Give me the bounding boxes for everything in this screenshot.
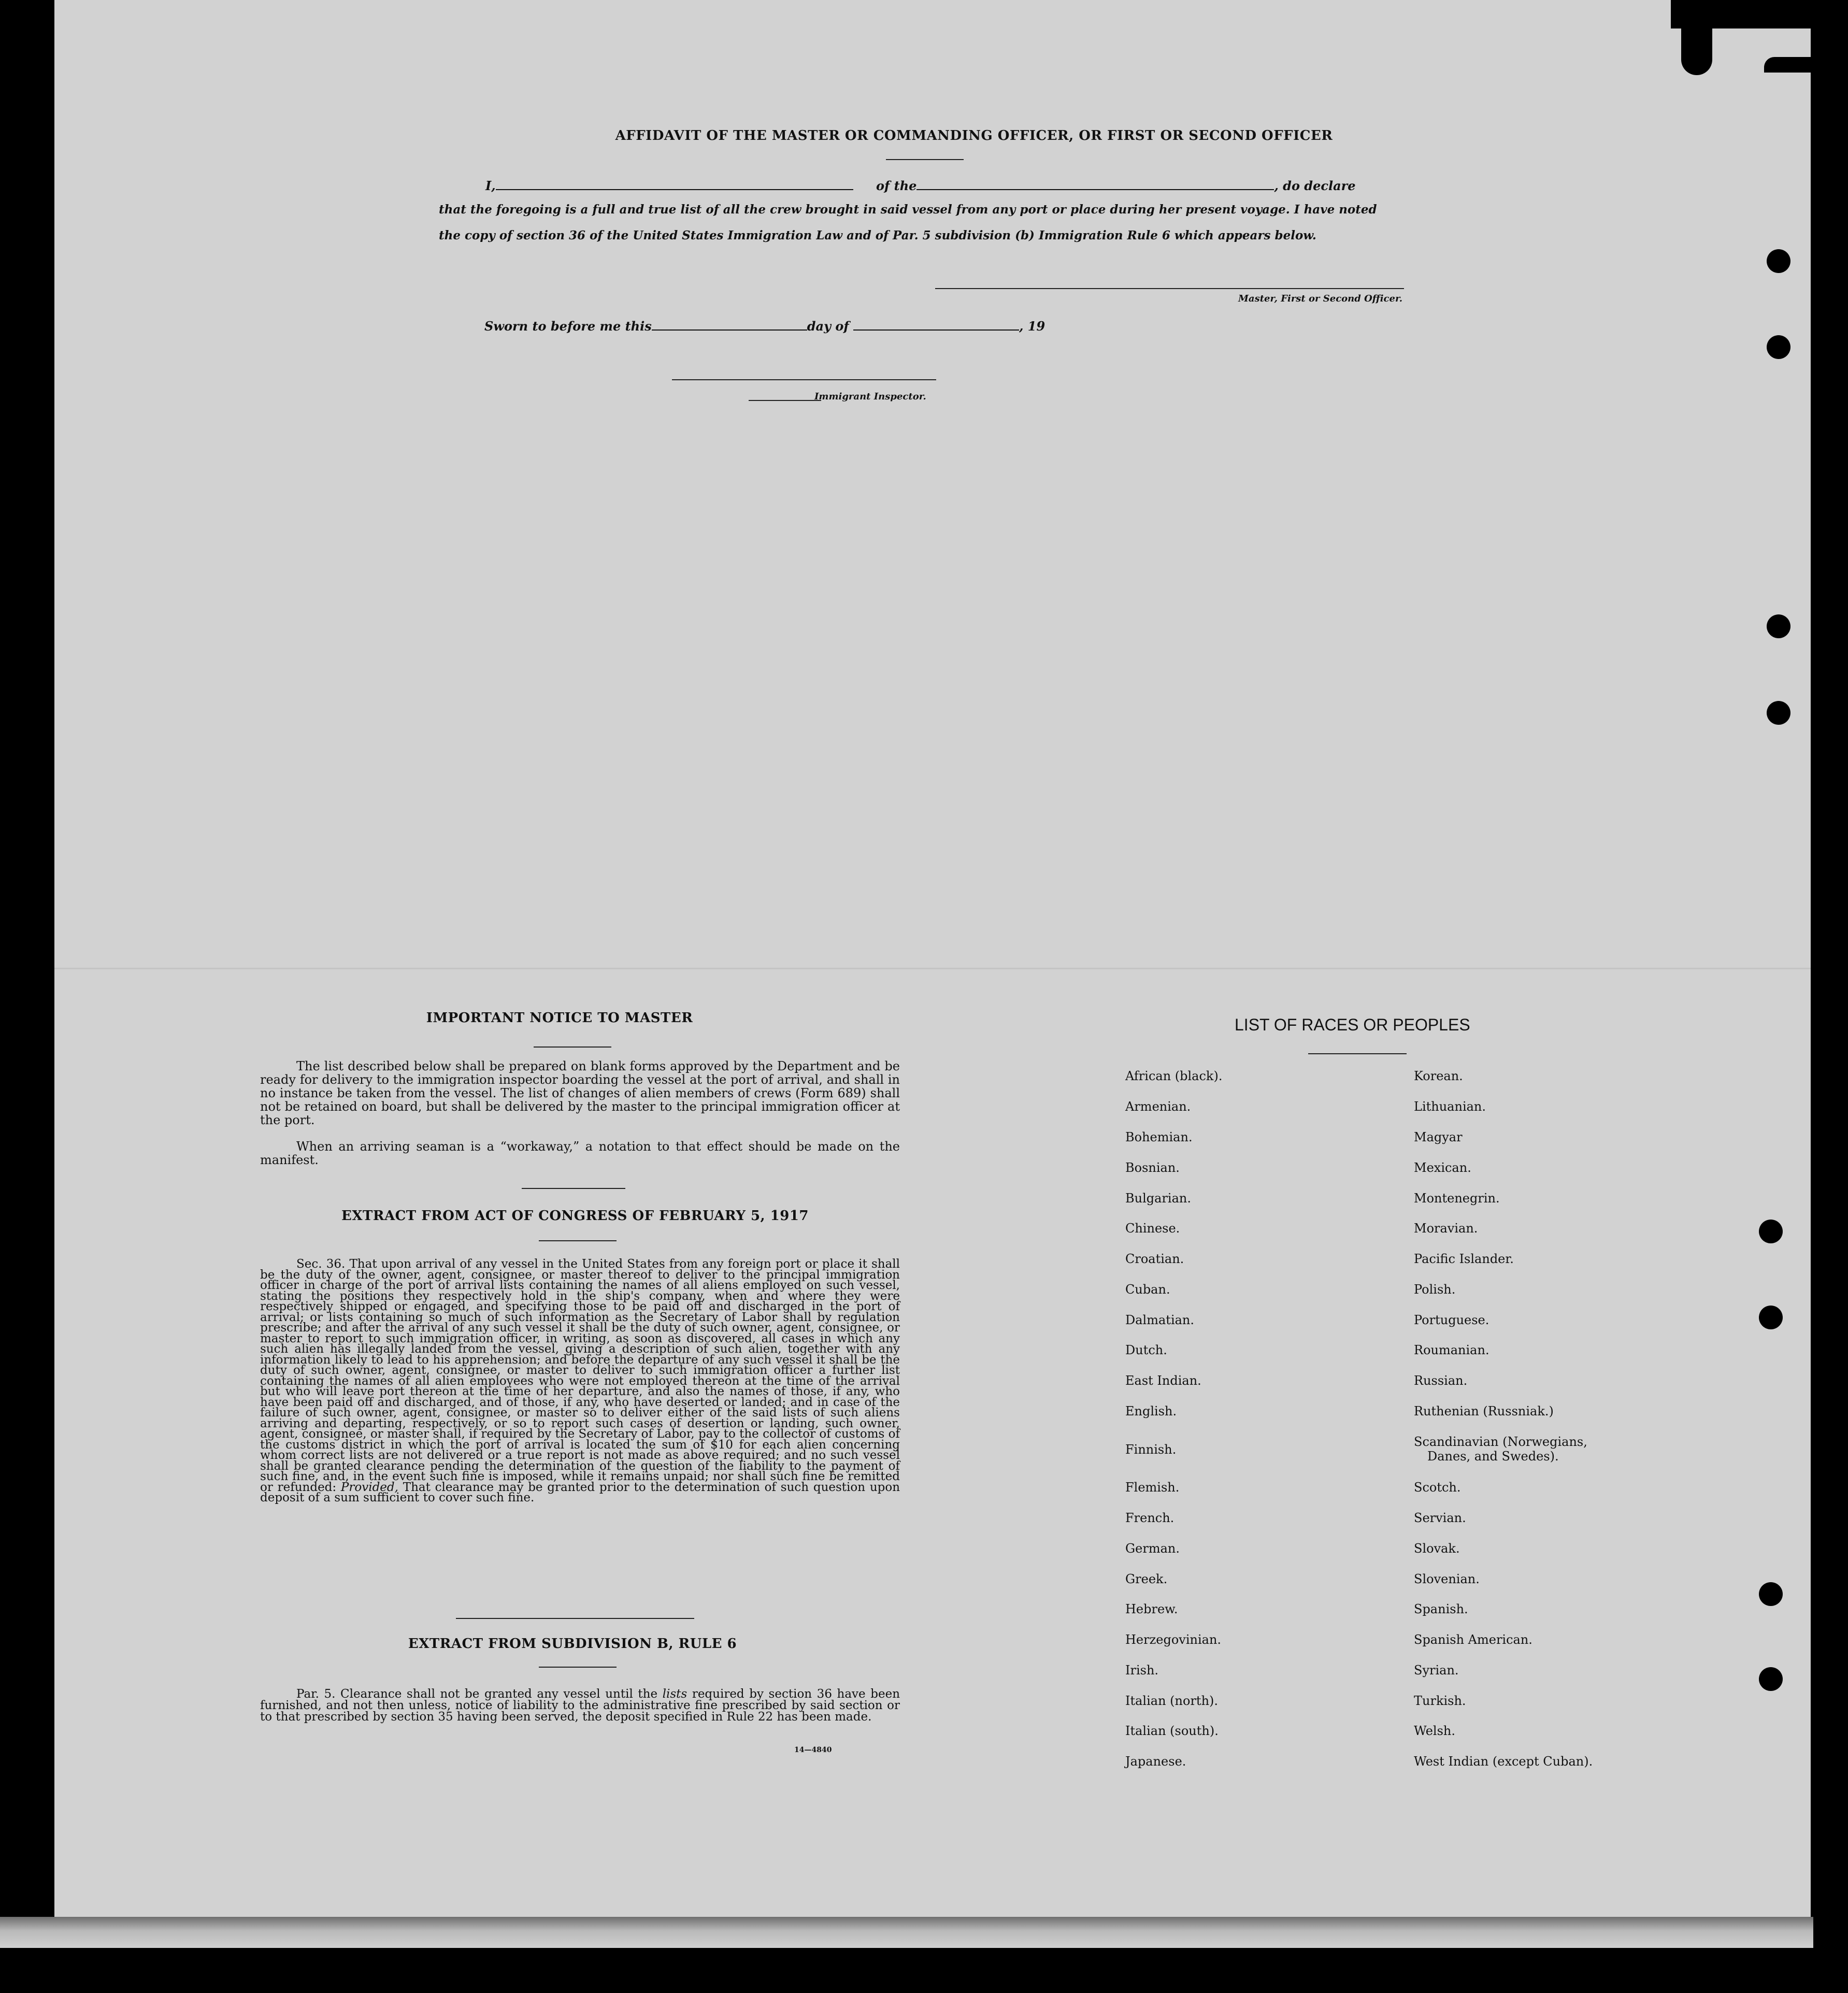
declarant-line bbox=[485, 178, 1356, 193]
punch-hole bbox=[1767, 335, 1790, 359]
race-item: German. bbox=[1125, 1541, 1180, 1556]
inspector-signature-line[interactable] bbox=[672, 379, 936, 380]
name-blank[interactable] bbox=[496, 189, 853, 190]
divider bbox=[539, 1240, 617, 1241]
inspector-lead-line bbox=[749, 400, 821, 401]
rule-extract-title: EXTRACT FROM SUBDIVISION B, RULE 6 bbox=[408, 1636, 737, 1652]
divider bbox=[456, 1618, 694, 1619]
race-item: Portuguese. bbox=[1414, 1313, 1489, 1327]
race-item: Bosnian. bbox=[1125, 1160, 1180, 1175]
punch-hole bbox=[1759, 1667, 1783, 1691]
race-item: Hebrew. bbox=[1125, 1602, 1178, 1616]
race-item: Syrian. bbox=[1414, 1663, 1459, 1677]
punch-hole bbox=[1767, 249, 1790, 273]
i-label: I, bbox=[485, 178, 496, 193]
race-item: Finnish. bbox=[1125, 1442, 1177, 1457]
day-of-label: day of bbox=[807, 319, 849, 334]
race-item: Dutch. bbox=[1125, 1343, 1167, 1357]
divider bbox=[1308, 1053, 1407, 1054]
signature-line[interactable] bbox=[935, 288, 1404, 289]
race-item: Spanish. bbox=[1414, 1602, 1468, 1616]
sworn-line bbox=[484, 319, 1045, 334]
race-item: Bohemian. bbox=[1125, 1130, 1193, 1144]
race-item: Magyar bbox=[1414, 1130, 1463, 1144]
punch-hole bbox=[1767, 614, 1790, 638]
race-item: Servian. bbox=[1414, 1511, 1466, 1525]
torn-corner-fragment bbox=[1681, 28, 1712, 75]
punch-hole bbox=[1759, 1220, 1783, 1243]
race-item: Welsh. bbox=[1414, 1724, 1455, 1738]
sec-label: Sec. 36. bbox=[296, 1257, 346, 1271]
year-label: , 19 bbox=[1019, 319, 1045, 334]
divider bbox=[539, 1667, 617, 1668]
month-blank[interactable] bbox=[853, 329, 1019, 331]
day-blank[interactable] bbox=[652, 329, 807, 331]
race-item: Cuban. bbox=[1125, 1282, 1170, 1297]
notice-para2: When an arriving seaman is a “workaway,” a notation to that effect should be made on the manifest. bbox=[260, 1139, 900, 1167]
race-item: Bulgarian. bbox=[1125, 1191, 1191, 1206]
notice-title: IMPORTANT NOTICE TO MASTER bbox=[426, 1010, 693, 1026]
punch-hole bbox=[1759, 1582, 1783, 1606]
race-item: Montenegrin. bbox=[1414, 1191, 1500, 1206]
race-item: Greek. bbox=[1125, 1572, 1168, 1586]
race-item: Flemish. bbox=[1125, 1480, 1180, 1495]
races-list-title: LIST OF RACES OR PEOPLES bbox=[1235, 1015, 1470, 1034]
race-item: Dalmatian. bbox=[1125, 1313, 1195, 1327]
affidavit-body-line1: that the foregoing is a full and true list of all the crew brought in said vessel from any port or place during her present voyage. I have noted bbox=[439, 203, 1377, 217]
form-number: 14—4840 bbox=[794, 1746, 832, 1754]
race-item: Croatian. bbox=[1125, 1252, 1184, 1266]
rule-text-start: Par. 5. Clearance shall not be granted any vessel until the bbox=[296, 1687, 658, 1701]
document-page bbox=[54, 0, 1811, 1917]
rule-extract-text bbox=[260, 1688, 900, 1723]
scan-edge-strip bbox=[0, 1917, 1813, 1948]
punch-hole bbox=[1767, 701, 1790, 725]
race-item-continuation: Danes, and Swedes). bbox=[1427, 1449, 1559, 1464]
do-declare-label: , do declare bbox=[1274, 178, 1356, 193]
act-extract-text bbox=[260, 1259, 900, 1503]
race-item: Moravian. bbox=[1414, 1221, 1478, 1236]
race-item: Pacific Islander. bbox=[1414, 1252, 1514, 1266]
race-item: Turkish. bbox=[1414, 1694, 1466, 1708]
race-item: Herzegovinian. bbox=[1125, 1632, 1222, 1647]
fold-line bbox=[54, 968, 1811, 969]
torn-corner-tail bbox=[1764, 57, 1811, 73]
act-extract-title: EXTRACT FROM ACT OF CONGRESS OF FEBRUARY 5, 1917 bbox=[341, 1208, 809, 1224]
race-item: Mexican. bbox=[1414, 1160, 1471, 1175]
race-item: West Indian (except Cuban). bbox=[1414, 1754, 1593, 1769]
race-item: Russian. bbox=[1414, 1373, 1468, 1388]
affidavit-title: AFFIDAVIT OF THE MASTER OR COMMANDING OFFICER, OR FIRST OR SECOND OFFICER bbox=[615, 128, 1333, 144]
race-item: English. bbox=[1125, 1404, 1177, 1418]
race-item: Lithuanian. bbox=[1414, 1099, 1486, 1114]
race-item: Italian (south). bbox=[1125, 1724, 1219, 1738]
sworn-label: Sworn to before me this bbox=[484, 319, 652, 334]
race-item: French. bbox=[1125, 1511, 1174, 1525]
signature-label: Master, First or Second Officer. bbox=[1238, 293, 1403, 304]
vessel-blank[interactable] bbox=[916, 189, 1274, 190]
race-item: Scandinavian (Norwegians, bbox=[1414, 1435, 1587, 1449]
provided-label: Provided, bbox=[340, 1480, 398, 1494]
race-item: Slovak. bbox=[1414, 1541, 1460, 1556]
race-item: Korean. bbox=[1414, 1069, 1463, 1083]
race-item: Polish. bbox=[1414, 1282, 1456, 1297]
affidavit-body-line2: the copy of section 36 of the United States Immigration Law and of Par. 5 subdivision (b) Immigration Rule 6 which appears below. bbox=[439, 228, 1316, 242]
race-item: Italian (north). bbox=[1125, 1694, 1219, 1708]
race-item: Ruthenian (Russniak.) bbox=[1414, 1404, 1554, 1418]
rule-text-end: required by section 36 have been furnished, and not then unless, notice of liability to the administrative fine prescribed by said section or to that prescribed by section 35 having been served, the deposit specified in Rule 22 has been made. bbox=[260, 1687, 900, 1724]
race-item: Scotch. bbox=[1414, 1480, 1461, 1495]
act-text: That upon arrival of any vessel in the United States from any foreign port or place it shall be the duty of the owner, agent, consignee, or master thereof to deliver to the principal immigration officer in charge of the port of arrival lists containing the names of all aliens employed on such vessel, stating the positions they respectively hold in the ship's company, when and where they were respectively shipped or engaged, and specifying those to be paid off and discharged in the port of arrival; or lists containing so much of such information as the Secretary of Labor shall by regulation prescribe; and after the arrival of any such vessel it shall be the duty of such owner, agent, consignee, or master to report to such immigration officer, in writing, as soon as discovered, all cases in which any such alien has illegally landed from the vessel, giving a description of such alien, together with any information likely to lead to his apprehension; and before the departure of any such vessel it shall be the duty of such owner, agent, consignee, or master to deliver to such immigration officer a further list containing the names of all alien employees who were not employed thereon at the time of the arrival but who will leave port thereon at the time of her departure, and also the names of those, if any, who have been paid off and discharged, and of those, if any, who have deserted or landed; and in case of the failure of such owner, agent, consignee, or master so to deliver either of the said lists of such aliens arriving and departing, respectively, or so to report such cases of desertion or landing, such owner, agent, consignee, or master shall, if required by the Secretary of Labor, pay to the collector of customs of the customs district in which the port of arrival is located the sum of $10 for each alien concerning whom correct lists are not delivered or a true report is not made as above required; and no such vessel shall be granted clearance pending the determination of the question of the liability to the payment of such fine, and, in the event such fine is imposed, while it remains unpaid; nor shall such fine be remitted or refunded: bbox=[260, 1257, 900, 1494]
race-item: Slovenian. bbox=[1414, 1572, 1480, 1586]
of-the-label: of the bbox=[876, 178, 917, 193]
race-item: Chinese. bbox=[1125, 1221, 1180, 1236]
notice-para1: The list described below shall be prepared on blank forms approved by the Department and be ready for delivery to the immigration inspector boarding the vessel at the port of arrival, and shall in no instance be taken from the vessel. The list of changes of alien members of crews (Form 689) shall not be retained on board, but shall be delivered by the master to the principal immigration officer at the port. bbox=[260, 1059, 900, 1127]
race-item: Spanish American. bbox=[1414, 1632, 1532, 1647]
lists-word: lists bbox=[662, 1687, 687, 1701]
race-item: African (black). bbox=[1125, 1069, 1223, 1083]
race-item: Japanese. bbox=[1125, 1754, 1186, 1769]
race-item: Irish. bbox=[1125, 1663, 1159, 1677]
inspector-label: Immigrant Inspector. bbox=[814, 391, 926, 402]
divider bbox=[886, 159, 964, 160]
divider bbox=[522, 1188, 625, 1189]
race-item: East Indian. bbox=[1125, 1373, 1201, 1388]
race-item: Roumanian. bbox=[1414, 1343, 1489, 1357]
torn-corner bbox=[1671, 0, 1811, 28]
divider bbox=[534, 1046, 611, 1048]
punch-hole bbox=[1759, 1306, 1783, 1329]
race-item: Armenian. bbox=[1125, 1099, 1191, 1114]
act-text-end: That clearance may be granted prior to the determination of such question upon deposit of a sum sufficient to cover such fine. bbox=[260, 1480, 900, 1504]
